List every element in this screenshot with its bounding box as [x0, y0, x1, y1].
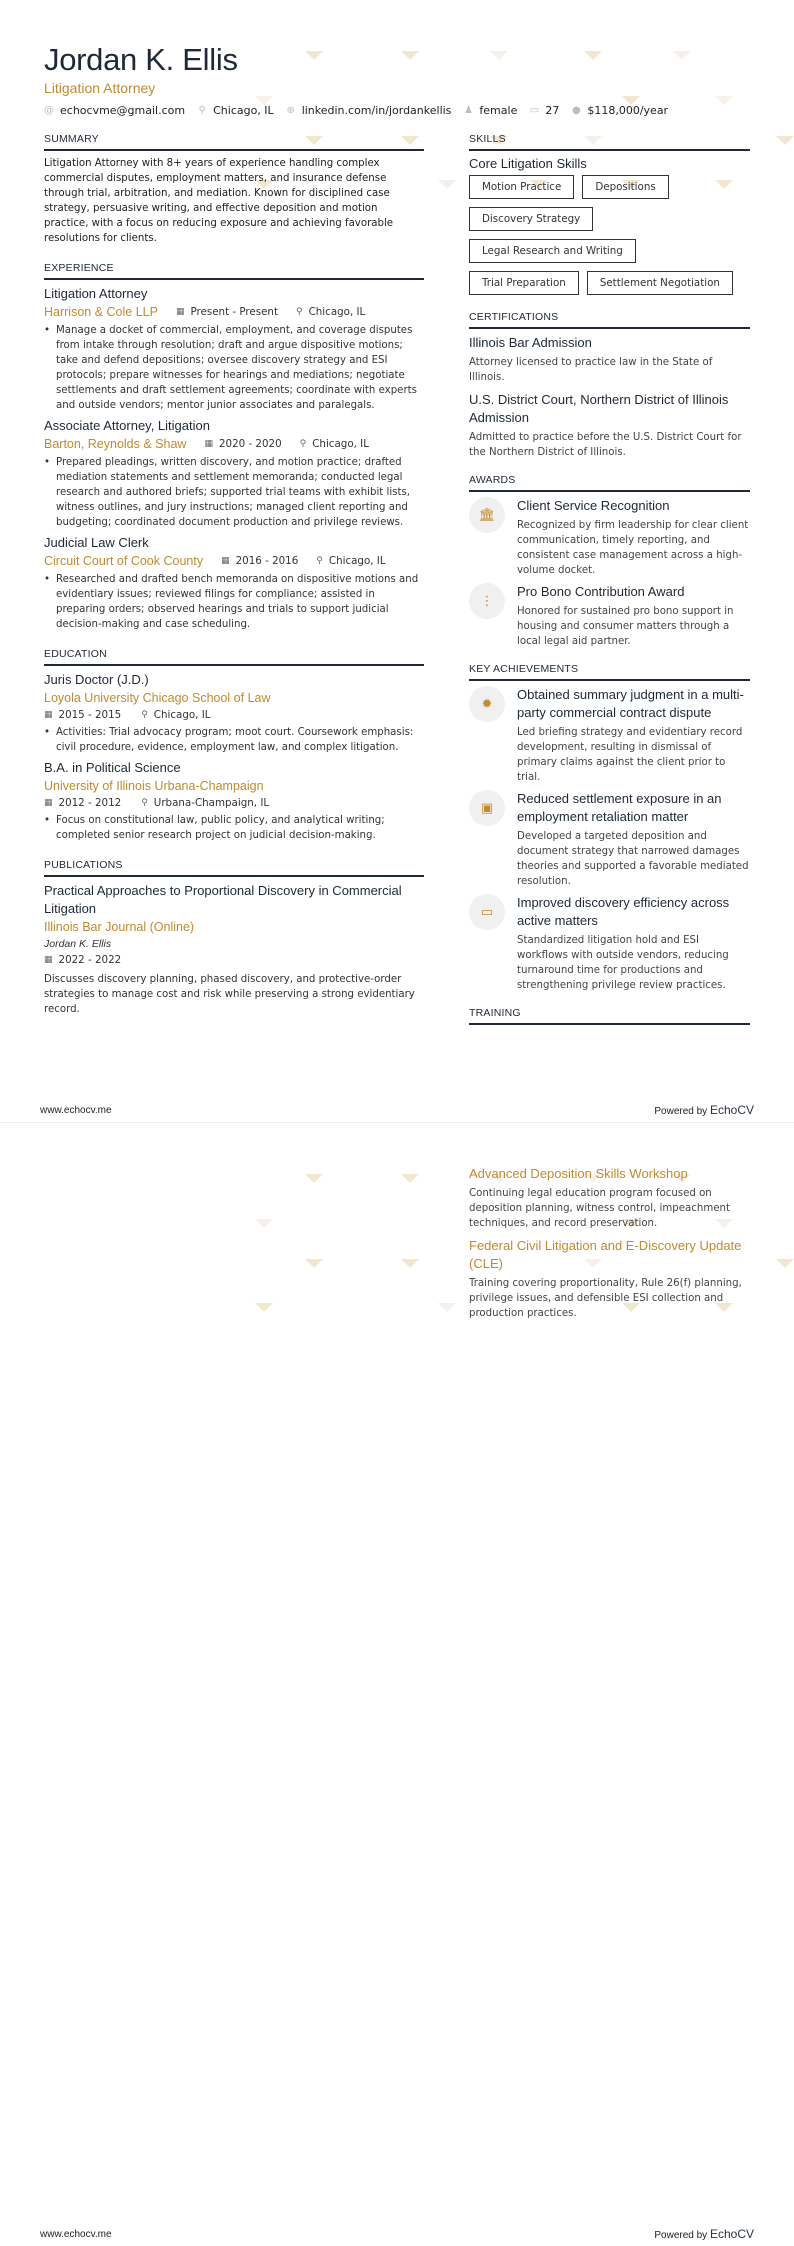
training-item	[469, 1237, 750, 1321]
award-item	[469, 583, 750, 649]
page-footer	[40, 2227, 754, 2241]
calendar-icon: ▦	[44, 955, 53, 965]
contact-location: ⚲ Chicago, IL	[198, 104, 274, 117]
certification-description: Admitted to practice before the U.S. District Court for the Northern District of Illinois.	[469, 432, 742, 458]
contact-gender: ♟ female	[463, 104, 518, 117]
resume-header	[44, 42, 668, 117]
section-title-education: EDUCATION	[44, 648, 424, 666]
publication-item	[44, 882, 424, 1017]
page-footer	[40, 1103, 754, 1117]
footer-website-link[interactable]: www.echocv.me	[40, 2228, 112, 2240]
achievement-item	[469, 894, 750, 993]
contact-bar	[44, 104, 668, 117]
skill-tags	[469, 175, 749, 295]
company-name: Harrison & Cole LLP	[44, 305, 158, 319]
edu-location: Chicago, IL	[153, 709, 211, 721]
job-title: Litigation Attorney	[44, 286, 148, 301]
skills-section	[469, 133, 750, 295]
job-dates: 2016 - 2016	[235, 555, 299, 567]
section-title-skills: SKILLS	[469, 133, 750, 151]
resume-page-2	[0, 1123, 794, 2246]
company-name: Circuit Court of Cook County	[44, 554, 204, 568]
job-title: Judicial Law Clerk	[44, 535, 149, 550]
school-name: University of Illinois Urbana-Champaign	[44, 779, 264, 793]
footer-brand[interactable]: EchoCV	[709, 1103, 754, 1117]
at-icon: @	[44, 105, 54, 116]
training-item	[469, 1165, 750, 1231]
skill-tag: Depositions	[582, 175, 668, 199]
calendar-icon: ▦	[204, 439, 213, 449]
job-dates: 2020 - 2020	[218, 438, 282, 450]
achievement-description: Developed a targeted deposition and document strategy that narrowed damages theories and supported a favorable mediated resolution.	[517, 831, 749, 887]
edu-dates: 2012 - 2012	[58, 797, 122, 809]
award-title: Client Service Recognition	[517, 498, 670, 513]
publication-dates: 2022 - 2022	[58, 954, 122, 966]
edu-location: Urbana-Champaign, IL	[153, 797, 270, 809]
training-description: Continuing legal education program focused on deposition planning, witness control, impeachment techniques, and record preservation.	[469, 1188, 730, 1229]
location-icon: ⚲	[299, 439, 307, 449]
school-name: Loyola University Chicago School of Law	[44, 691, 271, 705]
job-bullet: • Researched and drafted bench memoranda on dispositive motions and evidentiary issues; reviewed filings for compliance; assisted in preparing orders; observed hearings and trials to support judicial decision-making and case scheduling.	[44, 572, 424, 632]
section-title-achievements: KEY ACHIEVEMENTS	[469, 663, 750, 681]
candidate-name: Jordan K. Ellis	[44, 42, 238, 77]
calendar-icon: ▦	[221, 556, 230, 566]
money-icon: ●	[571, 105, 581, 116]
skill-group-title: Core Litigation Skills	[469, 156, 587, 171]
education-item	[44, 671, 424, 755]
publication-title: Practical Approaches to Proportional Discovery in Commercial Litigation	[44, 883, 402, 916]
section-title-publications: PUBLICATIONS	[44, 859, 424, 877]
section-title-awards: AWARDS	[469, 474, 750, 492]
achievement-item	[469, 686, 750, 785]
right-column-continued	[469, 1165, 750, 1327]
job-bullet: • Prepared pleadings, written discovery, and motion practice; drafted mediation statements and settlement memoranda; conducted legal research and authored briefs; supported trial teams with exhibit lists, witness outlines, and jury instructions; managed client reporting and budgeting; coordinated document production and privilege reviews.	[44, 455, 424, 530]
section-title-experience: EXPERIENCE	[44, 262, 424, 280]
footer-powered-by: Powered by EchoCV	[654, 2227, 754, 2241]
skill-tag: Legal Research and Writing	[469, 239, 636, 263]
education-item	[44, 759, 424, 843]
training-title: Federal Civil Litigation and E-Discovery Update (CLE)	[469, 1238, 742, 1271]
job-bullet: • Manage a docket of commercial, employment, and coverage disputes from intake through resolution; draft and argue dispositive motions; take and defend depositions; oversee discovery strategy and ESI protocols; prepare witnesses for hearings and mediations; negotiate settlements and draft settlement agreements; coordinate with experts and outside vendors; mentor junior associates and paralegals.	[44, 323, 424, 413]
awards-section	[469, 474, 750, 649]
achievement-title: Obtained summary judgment in a multi-party commercial contract dispute	[517, 687, 744, 720]
achievement-description: Led briefing strategy and evidentiary record development, resulting in dismissal of primary claims against the client prior to trial.	[517, 727, 743, 783]
experience-item	[44, 417, 424, 530]
right-column	[469, 133, 750, 1037]
edu-bullet: • Focus on constitutional law, public policy, and analytical writing; completed senior research project on judicial decision-making.	[44, 813, 424, 843]
calendar-icon: ▦	[44, 710, 53, 720]
location-icon: ⚲	[198, 105, 206, 116]
experience-item	[44, 534, 424, 632]
calendar-icon: ▦	[175, 307, 185, 317]
footer-powered-by: Powered by EchoCV	[654, 1103, 754, 1117]
education-section	[44, 648, 424, 843]
contact-email[interactable]: @ echocvme@gmail.com	[44, 104, 186, 117]
summary-section	[44, 133, 424, 246]
certifications-section	[469, 311, 750, 460]
bookmark-icon: ▣	[469, 790, 505, 826]
section-title-summary: SUMMARY	[44, 133, 424, 151]
achievement-description: Standardized litigation hold and ESI workflows with outside vendors, reducing turnaround time for productions and strengthening privilege review practices.	[517, 935, 729, 991]
award-description: Recognized by firm leadership for clear client communication, timely reporting, and consistent case management across a high-volume docket.	[517, 520, 749, 576]
publisher-name: Illinois Bar Journal (Online)	[44, 920, 195, 934]
training-section-header	[469, 1007, 750, 1025]
skill-tag: Motion Practice	[469, 175, 574, 199]
contact-salary: ● $118,000/year	[571, 104, 669, 117]
bank-icon: 🏛	[469, 497, 505, 533]
certification-title: U.S. District Court, Northern District of Illinois Admission	[469, 392, 729, 425]
location-icon: ⚲	[141, 798, 148, 808]
left-column	[44, 133, 424, 1029]
calendar-icon: ▭	[469, 894, 505, 930]
degree-title: B.A. in Political Science	[44, 760, 181, 775]
company-name: Barton, Reynolds & Shaw	[44, 437, 187, 451]
location-icon: ⚲	[141, 710, 148, 720]
training-title: Advanced Deposition Skills Workshop	[469, 1166, 688, 1181]
award-item	[469, 497, 750, 578]
certification-title: Illinois Bar Admission	[469, 335, 592, 350]
publications-section	[44, 859, 424, 1017]
globe-icon: ⊕	[286, 105, 295, 116]
skill-tag: Discovery Strategy	[469, 207, 593, 231]
contact-linkedin[interactable]: ⊕ linkedin.com/in/jordankellis	[286, 104, 452, 117]
award-title: Pro Bono Contribution Award	[517, 584, 685, 599]
job-location: Chicago, IL	[308, 306, 366, 318]
edu-bullet: • Activities: Trial advocacy program; moot court. Coursework emphasis: civil procedure, evidence, employment law, and complex litigation.	[44, 725, 424, 755]
job-title: Associate Attorney, Litigation	[44, 418, 210, 433]
experience-item	[44, 285, 424, 413]
job-location: Chicago, IL	[312, 438, 369, 450]
publication-author: Jordan K. Ellis	[44, 938, 112, 950]
calendar-icon: ▦	[44, 798, 53, 808]
training-description: Training covering proportionality, Rule 26(f) planning, privilege issues, and defensible ESI collection and production practices.	[469, 1278, 742, 1319]
publication-description: Discusses discovery planning, phased discovery, and protective-order strategies to manage cost and risk while preserving a strong evidentiary record.	[44, 974, 415, 1015]
footer-website-link[interactable]: www.echocv.me	[40, 1104, 112, 1116]
certification-description: Attorney licensed to practice law in the State of Illinois.	[469, 357, 713, 383]
candidate-role: Litigation Attorney	[44, 80, 156, 96]
section-title-training: TRAINING	[469, 1007, 750, 1025]
job-location: Chicago, IL	[328, 555, 386, 567]
skill-tag: Trial Preparation	[469, 271, 579, 295]
section-title-certifications: CERTIFICATIONS	[469, 311, 750, 329]
location-icon: ⚲	[296, 307, 303, 317]
edu-dates: 2015 - 2015	[58, 709, 122, 721]
degree-title: Juris Doctor (J.D.)	[44, 672, 149, 687]
gear-icon: ✹	[469, 686, 505, 722]
calendar-icon: ▭	[529, 105, 540, 116]
award-description: Honored for sustained pro bono support in housing and consumer matters through a local legal aid partner.	[517, 606, 734, 647]
achievement-title: Improved discovery efficiency across active matters	[517, 895, 730, 928]
experience-section	[44, 262, 424, 632]
location-icon: ⚲	[316, 556, 323, 566]
summary-text: Litigation Attorney with 8+ years of experience handling complex commercial disputes, employment matters, and insurance defense through trial, arbitration, and mediation. Known for disciplined case strategy, persuasive writing, and effective deposition and motion practice, with a focus on reducing exposure and achieving favorable resolutions for clients.	[44, 158, 394, 244]
skill-tag: Settlement Negotiation	[587, 271, 733, 295]
achievement-item	[469, 790, 750, 889]
contact-age: ▭ 27	[529, 104, 560, 117]
achievements-section	[469, 663, 750, 993]
more-vertical-icon: ⋮	[469, 583, 505, 619]
achievement-title: Reduced settlement exposure in an employment retaliation matter	[517, 791, 722, 824]
person-icon: ♟	[463, 105, 473, 116]
job-dates: Present - Present	[190, 306, 278, 318]
footer-brand[interactable]: EchoCV	[709, 2227, 754, 2241]
